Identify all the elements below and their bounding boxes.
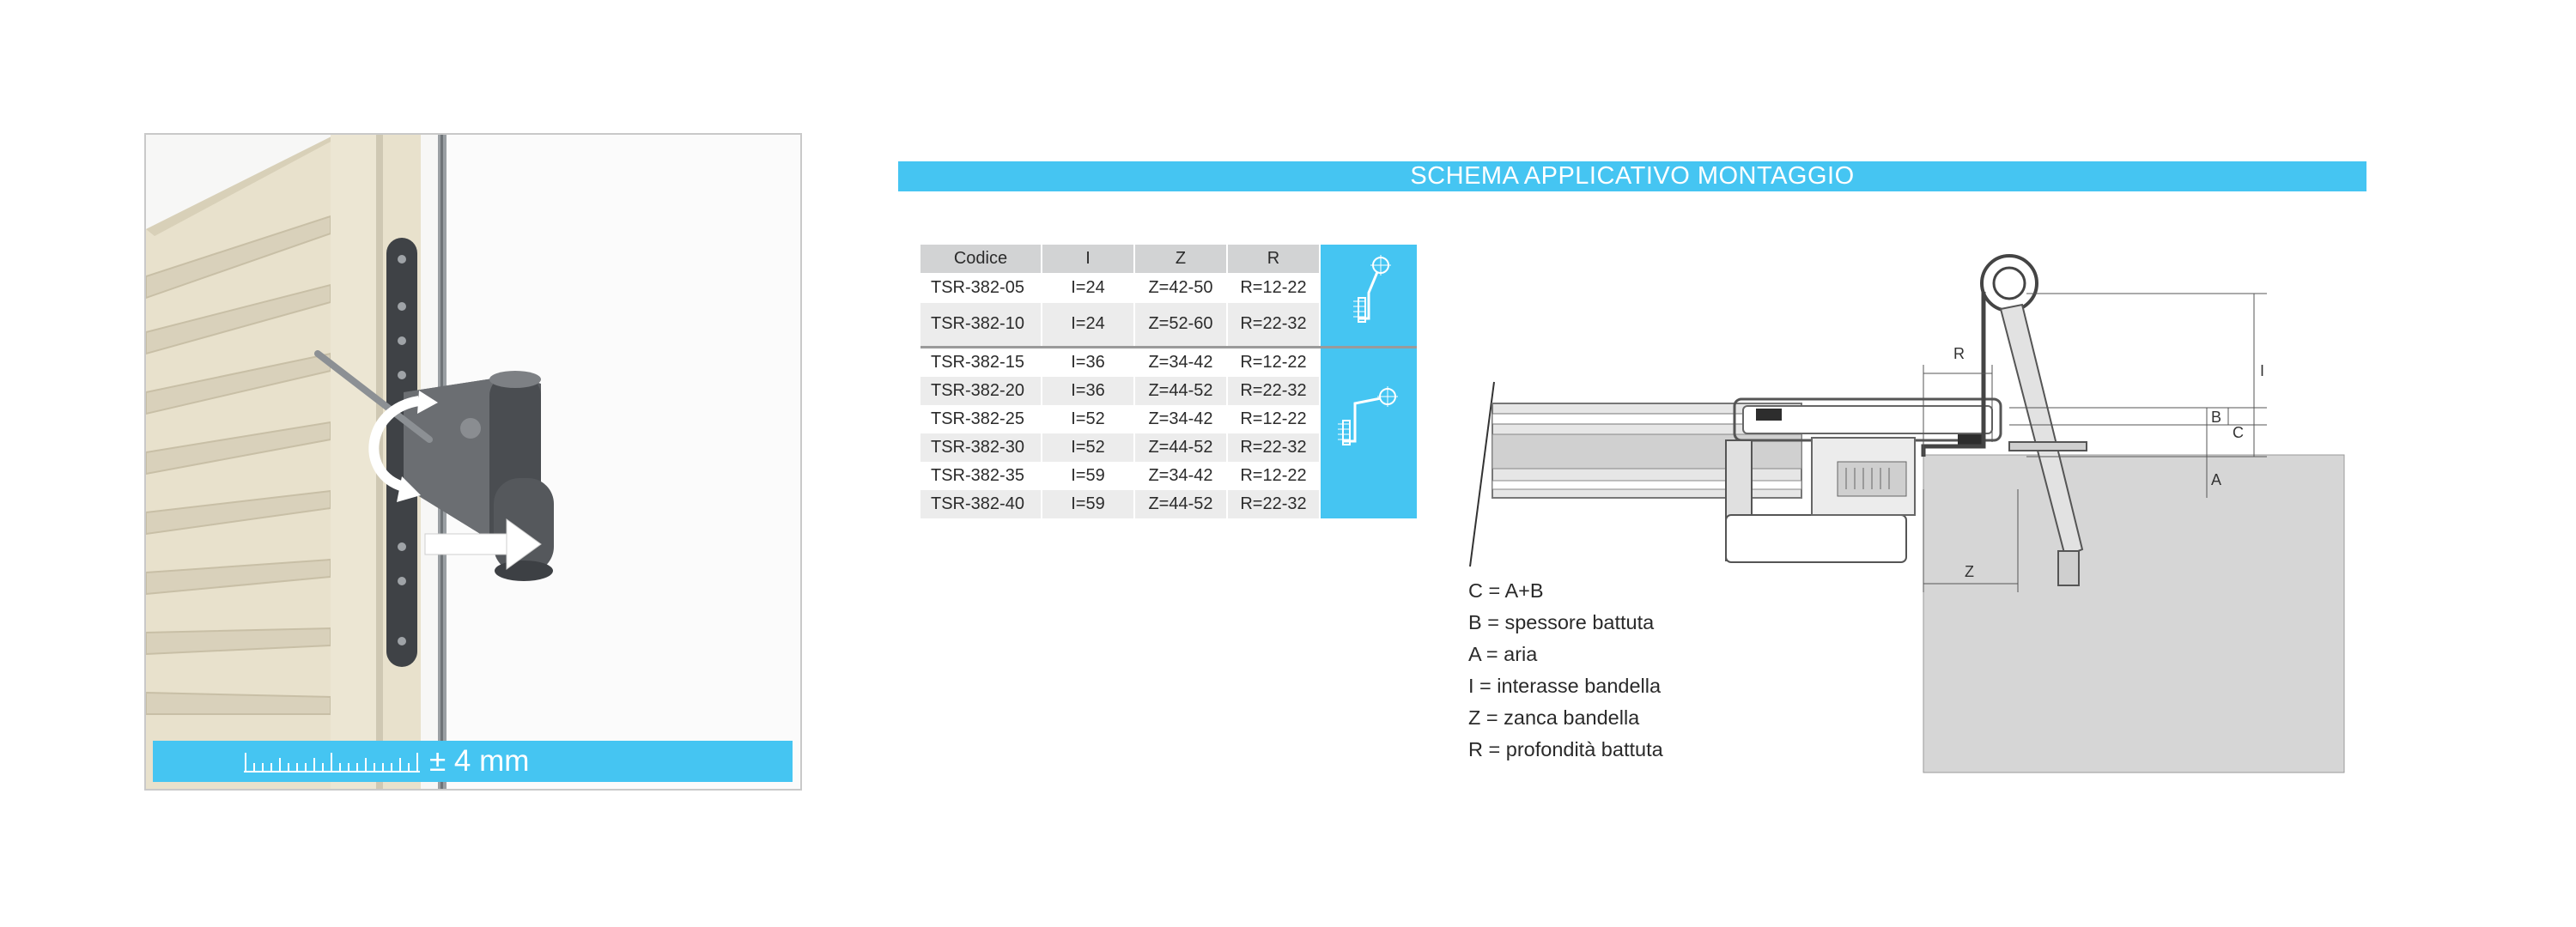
cell-r: R=22-32 [1227, 490, 1320, 518]
cell-i: I=24 [1042, 273, 1134, 302]
cell-code: TSR-382-30 [920, 433, 1042, 462]
cell-r: R=12-22 [1227, 462, 1320, 490]
cell-r: R=12-22 [1227, 348, 1320, 378]
tolerance-bar [153, 741, 793, 782]
dimension-z-label: Z [1965, 563, 1974, 580]
column-header-code: Codice [920, 245, 1042, 273]
cell-i: I=36 [1042, 377, 1134, 405]
cell-z: Z=34-42 [1134, 462, 1227, 490]
cell-z: Z=44-52 [1134, 490, 1227, 518]
column-header-r: R [1227, 245, 1320, 273]
column-header-z: Z [1134, 245, 1227, 273]
dimension-c-label: C [2233, 424, 2244, 441]
cell-z: Z=34-42 [1134, 405, 1227, 433]
dimension-i-label: I [2260, 362, 2265, 379]
hinge-spec-table [920, 245, 1417, 518]
cell-z: Z=34-42 [1134, 348, 1227, 378]
dimension-r-label: R [1953, 345, 1965, 362]
legend-item-b: B = spessore battuta [1468, 611, 1655, 633]
cell-z: Z=42-50 [1134, 273, 1227, 302]
cell-code: TSR-382-15 [920, 348, 1042, 378]
hinge-profile-2-icon [1321, 348, 1417, 513]
hinge-profile-1-icon [1321, 245, 1417, 341]
dimension-legend [1468, 575, 1663, 766]
hinge-photo-panel [144, 133, 802, 791]
legend-item-z: Z = zanca bandella [1468, 706, 1640, 729]
ruler-icon [244, 741, 433, 782]
section-title: SCHEMA APPLICATIVO MONTAGGIO [898, 161, 2366, 191]
cell-r: R=12-22 [1227, 405, 1320, 433]
column-header-i: I [1042, 245, 1134, 273]
legend-item-r: R = profondità battuta [1468, 738, 1663, 760]
cell-code: TSR-382-05 [920, 273, 1042, 302]
legend-item-i: I = interasse bandella [1468, 675, 1662, 697]
cell-i: I=52 [1042, 433, 1134, 462]
cell-i: I=59 [1042, 490, 1134, 518]
cell-r: R=22-32 [1227, 433, 1320, 462]
cell-i: I=36 [1042, 348, 1134, 378]
table-row [920, 348, 1417, 378]
dimension-a-label: A [2211, 471, 2222, 488]
cell-r: R=12-22 [1227, 273, 1320, 302]
cell-r: R=22-32 [1227, 377, 1320, 405]
legend-item-c: C = A+B [1468, 579, 1544, 602]
table-header-row [920, 245, 1417, 273]
hinge-type-1-cell [1320, 245, 1417, 348]
cell-code: TSR-382-35 [920, 462, 1042, 490]
wall-section [1923, 455, 2344, 772]
cell-code: TSR-382-25 [920, 405, 1042, 433]
legend-item-a: A = aria [1468, 643, 1538, 665]
cell-z: Z=44-52 [1134, 433, 1227, 462]
dimension-b-label: B [2211, 409, 2222, 426]
cell-code: TSR-382-40 [920, 490, 1042, 518]
cell-i: I=59 [1042, 462, 1134, 490]
cell-code: TSR-382-10 [920, 303, 1042, 348]
hinge-type-2-cell [1320, 348, 1417, 519]
tolerance-label: ± 4 mm [429, 744, 530, 778]
cell-z: Z=52-60 [1134, 303, 1227, 348]
hinge-illustration [146, 135, 800, 789]
cell-code: TSR-382-20 [920, 377, 1042, 405]
cell-z: Z=44-52 [1134, 377, 1227, 405]
cell-r: R=22-32 [1227, 303, 1320, 348]
cell-i: I=24 [1042, 303, 1134, 348]
cell-i: I=52 [1042, 405, 1134, 433]
